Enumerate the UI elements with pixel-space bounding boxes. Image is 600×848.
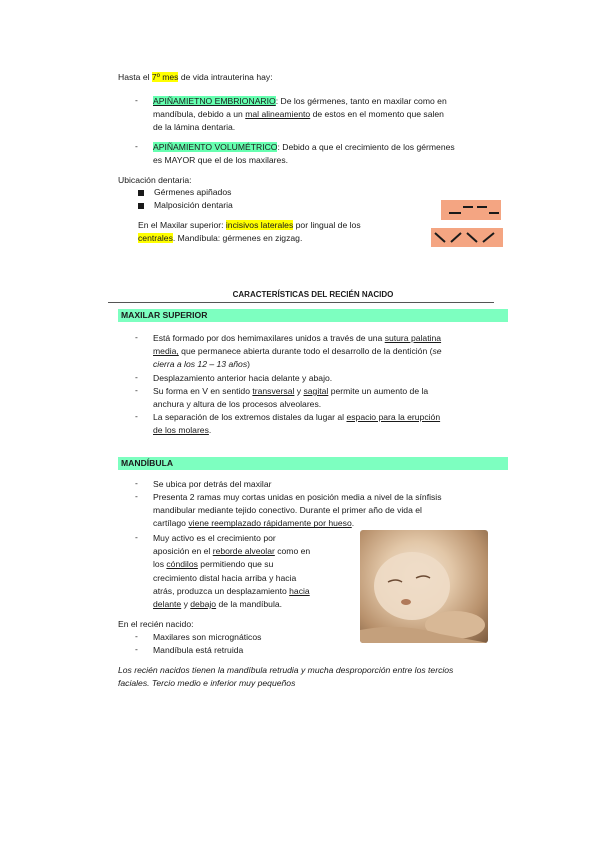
square-bullet-icon	[138, 190, 144, 196]
maxilar-bullet-1	[153, 332, 473, 372]
maxilar-bullet-4	[153, 411, 473, 437]
highlight: centrales	[138, 233, 173, 244]
maxilar-header: MAXILAR SUPERIOR	[118, 309, 508, 322]
mandibula-header: MANDÍBULA	[118, 457, 508, 470]
intro-post: de vida intrauterina hay:	[178, 72, 273, 82]
section-title: CARACTERÍSTICAS DEL RECIÉN NACIDO	[232, 290, 394, 299]
divider	[108, 302, 494, 303]
text: y	[294, 386, 304, 396]
dash: -	[135, 644, 138, 654]
maxilar-bullet-2: Desplazamiento anterior hacia delante y abajo.	[153, 373, 333, 383]
recien-item: Mandíbula está retruida	[153, 645, 244, 655]
text: .	[208, 425, 212, 436]
text: : De los gérmenes, tanto en maxilar como en	[275, 96, 447, 106]
maxilar-note	[138, 219, 398, 245]
underline-text: reborde alveolar	[212, 546, 275, 557]
text: anchura y altura de los procesos alveolares.	[153, 399, 322, 410]
ubicacion-item	[138, 186, 231, 199]
term-embrionario: APIÑAMIETNO EMBRIONARIO	[153, 96, 276, 106]
text: permitiendo que su	[197, 559, 274, 570]
bullet-apinamiento-volumetrico	[153, 141, 473, 167]
dash: -	[135, 491, 138, 501]
term-volumetrico: APIÑAMIENTO VOLUMÉTRICO	[153, 142, 278, 152]
italic-text: cierra a los 12 – 13 años	[153, 359, 248, 370]
text: Presenta 2 ramas muy cortas unidas en posición media a nivel de la sínfisis	[153, 492, 442, 502]
underline-text: cóndilos	[166, 559, 198, 570]
text: mandíbula, debido a un	[153, 109, 246, 120]
maxilar-teeth-illustration	[441, 200, 501, 220]
text: cartílago	[153, 518, 189, 529]
text: )	[247, 359, 250, 370]
zigzag-teeth-icon	[431, 228, 503, 247]
underline-text: debajo	[190, 599, 217, 610]
mandibula-bullet-1: Se ubica por detrás del maxilar	[153, 479, 272, 489]
dash: -	[135, 631, 138, 641]
intro-line	[118, 71, 273, 84]
text: atrás, produzca un desplazamiento	[153, 585, 290, 596]
underline-text: delante	[153, 599, 182, 610]
underline-text: transversal	[252, 386, 295, 396]
sleeping-baby-photo	[360, 530, 488, 643]
dash: -	[135, 95, 138, 105]
text: es MAYOR que el de los maxilares.	[153, 155, 289, 166]
ubicacion-item	[138, 199, 233, 212]
underline-text: sagital	[303, 386, 329, 396]
dash: -	[135, 372, 138, 382]
text: y	[181, 599, 191, 610]
text: permite un aumento de la	[328, 386, 429, 396]
text: aposición en el	[153, 546, 213, 557]
square-bullet-icon	[138, 203, 144, 209]
highlight: incisivos laterales	[225, 220, 294, 230]
mandibula-bullet-2	[153, 491, 473, 531]
dash: -	[135, 385, 138, 395]
text: como en	[274, 546, 311, 557]
intro-month: 7º mes	[151, 72, 179, 82]
text: Está formado por dos hemimaxilares unidos a través de una	[153, 333, 385, 343]
dash: -	[135, 411, 138, 421]
underline-text: mal alineamiento	[245, 109, 311, 120]
dash: -	[135, 141, 138, 151]
text: . Mandíbula: gérmenes en zigzag.	[172, 233, 303, 244]
dash: -	[135, 532, 138, 542]
text: los	[153, 559, 167, 570]
text: de estos en el momento que salen	[310, 109, 444, 120]
italic-text: se	[432, 346, 442, 357]
text: de la mandíbula.	[216, 599, 283, 610]
text: Gérmenes apiñados	[154, 187, 232, 197]
text: por lingual de los	[293, 220, 361, 230]
ubicacion-title: Ubicación dentaria:	[118, 175, 192, 185]
underline-text: de los molares	[153, 425, 209, 436]
dash: -	[135, 332, 138, 342]
text: mandibular mediante tejido conectivo. Durante el primer año de vida el	[153, 505, 422, 516]
baby-illustration	[360, 530, 488, 643]
text: .	[351, 518, 355, 529]
underline-text: viene reemplazado rápidamente por hueso	[188, 518, 352, 529]
mandibula-bullet-3	[153, 532, 328, 611]
text: Muy activo es el crecimiento por	[153, 533, 276, 543]
text: Malposición dentaria	[154, 200, 233, 210]
text: que permanece abierta durante todo el desarrollo de la dentición (	[178, 346, 433, 357]
text: crecimiento distal hacia arriba y hacia	[153, 572, 297, 583]
text: Su forma en V en sentido	[153, 386, 253, 396]
text: de la lámina dentaria.	[153, 122, 236, 133]
intro-pre: Hasta el	[118, 72, 152, 82]
mandibula-teeth-illustration	[431, 228, 503, 247]
text: faciales. Tercio medio e inferior muy pequeños	[118, 678, 296, 689]
recien-item: Maxilares son micrognáticos	[153, 632, 262, 642]
underline-text: media,	[153, 346, 179, 357]
text: En el Maxilar superior:	[138, 220, 226, 230]
underline-text: sutura palatina	[384, 333, 442, 343]
maxilar-bullet-3	[153, 385, 473, 411]
bullet-apinamiento-embrionario	[153, 95, 473, 135]
footnote	[118, 664, 498, 690]
text: La separación de los extremos distales da lugar al	[153, 412, 347, 422]
recien-title: En el recién nacido:	[118, 619, 194, 629]
text: : Debido a que el crecimiento de los gérmenes	[277, 142, 455, 152]
text: Los recién nacidos tienen la mandíbula retrudia y mucha desproporción entre los tercios	[118, 665, 454, 675]
dash: -	[135, 478, 138, 488]
underline-text: espacio para la erupción	[346, 412, 441, 422]
underline-text: hacia	[289, 585, 310, 596]
